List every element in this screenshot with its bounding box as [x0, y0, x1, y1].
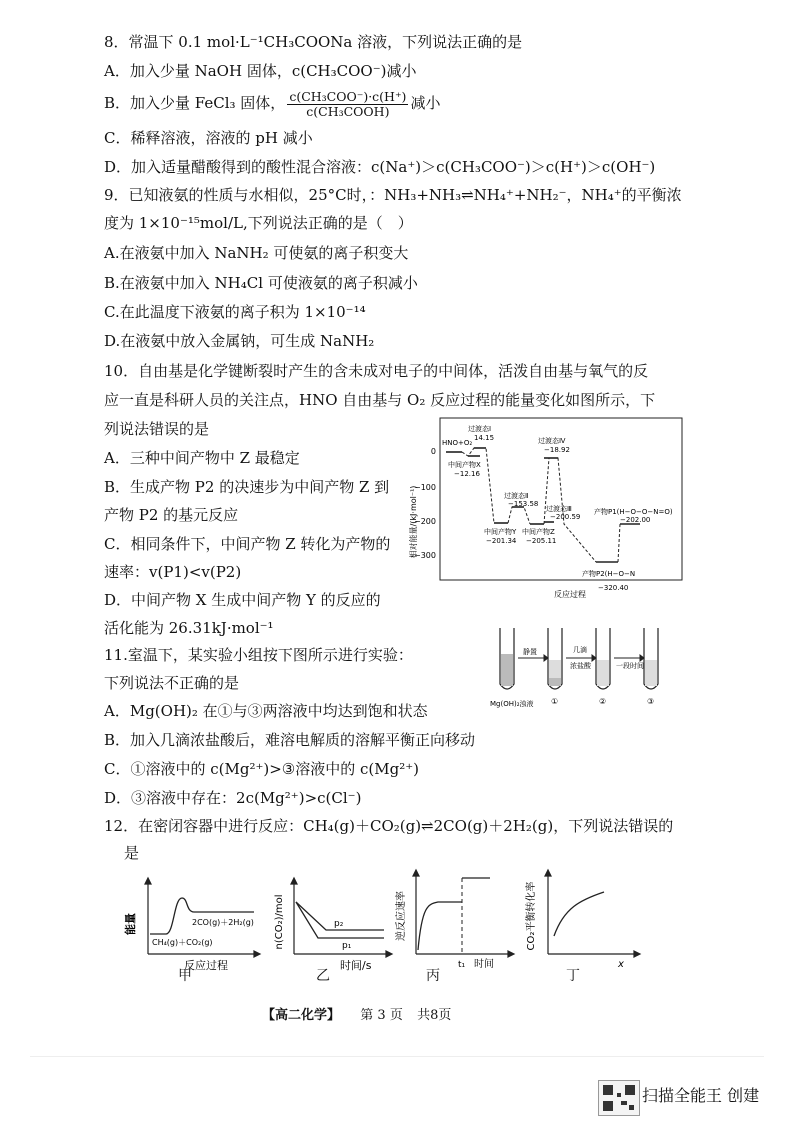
x-axis-arrow — [634, 951, 640, 957]
q12-graph-jia-name: 甲 — [178, 968, 192, 984]
watermark-text: 扫描全能王 创建 — [642, 1086, 760, 1105]
label-ts2: 过渡态Ⅱ — [504, 492, 529, 500]
y-axis-arrow — [291, 878, 297, 884]
q10-option-d-line1: D．中间产物 X 生成中间产物 Y 的反应的 — [104, 591, 381, 609]
value-z: −205.11 — [526, 537, 557, 545]
q11-stem-line1: 11.室温下，某实验小组按下图所示进行实验： — [104, 646, 413, 664]
q12-graph-bing — [394, 866, 518, 976]
label-p2: p₂ — [334, 919, 344, 929]
q9-stem-line1: 9．已知液氨的性质与水相似，25°C时，：NH₃+NH₃⇌NH₄⁺+NH₂⁻，NH₄⁺的平衡浓 — [104, 186, 682, 204]
camscanner-logo — [598, 1080, 640, 1116]
q9-option-c: C.在此温度下液氨的离子积为 1×10⁻¹⁴ — [104, 303, 366, 321]
path-p2-to-p1 — [618, 524, 620, 562]
q12-stem-line2: 是 — [124, 844, 140, 862]
y-axis-label: 逆反应速率 — [396, 891, 407, 941]
label-ts4: 过渡态Ⅳ — [538, 437, 566, 445]
q8-option-b — [104, 87, 440, 119]
x-axis-arrow — [254, 951, 260, 957]
y-tick-100: −100 — [414, 483, 436, 492]
value-y: −201.34 — [486, 537, 517, 545]
y-axis-label: 相对能量/(kJ·mol⁻¹) — [409, 485, 418, 559]
q10-option-b-line2: 产物 P2 的基元反应 — [104, 506, 239, 524]
q12-graph-yi-name: 乙 — [316, 968, 330, 984]
label-z: 中间产物Z — [522, 528, 555, 536]
tube-0-label: Mg(OH)₂浊液 — [490, 700, 534, 708]
value-p1: −202.00 — [620, 516, 651, 524]
x-axis-label: x — [618, 959, 624, 970]
step-2-label: 几滴 — [573, 646, 587, 654]
value-ts1: 14.15 — [474, 434, 495, 442]
q8-option-b-text: B．加入少量 FeCl₃ 固体， — [104, 94, 286, 112]
q11-test-tube-figure — [490, 622, 690, 714]
label-p1: 产物P1(H−O−O−N=O) — [594, 508, 673, 516]
q10-option-c-line2: 速率：v(P1)<v(P2) — [104, 563, 242, 581]
q8-option-b-fraction — [287, 90, 408, 119]
rate-curve — [418, 902, 462, 950]
page-footer — [262, 1004, 451, 1023]
label-ts1: 过渡态Ⅰ — [468, 425, 492, 433]
path-reactant-to-y — [462, 448, 494, 523]
value-ts2: −153.58 — [508, 500, 539, 508]
tube-2-liquid — [597, 660, 609, 686]
y-tick-300: −300 — [414, 551, 436, 560]
q9-option-a: A.在液氨中加入 NaNH₂ 可使氨的离子积变大 — [104, 244, 409, 262]
qr-icon — [599, 1081, 639, 1115]
label-p2: 产物P2(H−O−N — [582, 570, 636, 578]
tube-1-label: ① — [551, 697, 559, 706]
y-axis-arrow — [545, 870, 551, 876]
step-4-label: 一段时间 — [616, 662, 644, 670]
tube-2-label: ② — [599, 697, 607, 706]
q10-option-b-line1: B．生成产物 P2 的决速步为中间产物 Z 到 — [104, 478, 390, 496]
label-y: 中间产物Y — [484, 528, 517, 536]
q12-graph-ding-name: 丁 — [566, 968, 580, 984]
q10-option-c-line1: C．相同条件下，中间产物 Z 转化为产物的 — [104, 535, 391, 553]
label-products: 2CO(g)＋2H₂(g) — [192, 918, 254, 927]
footer-course: 【高二化学】 — [262, 1008, 341, 1023]
x-axis-label: 反应过程 — [554, 590, 586, 599]
q10-stem-line3: 列说法错误的是 — [104, 420, 210, 438]
y-axis-arrow — [145, 878, 151, 884]
footer-total: 共8页 — [417, 1008, 452, 1023]
value-ts4: −18.92 — [544, 446, 570, 454]
label-x: 中间产物X — [448, 461, 481, 469]
step-3-label: 浓盐酸 — [570, 662, 591, 670]
q12-stem-line1: 12．在密闭容器中进行反应：CH₄(g)＋CO₂(g)⇌2CO(g)＋2H₂(g)，下列说法错误的 — [104, 817, 674, 835]
energy-curve — [150, 898, 254, 934]
q11-option-d: D．③溶液中存在：2c(Mg²⁺)>c(Cl⁻) — [104, 789, 362, 807]
tube-0-liquid — [501, 654, 513, 686]
q12-graph-yi — [272, 876, 394, 976]
q10-stem-line2: 应一直是科研人员的关注点，HNO 自由基与 O₂ 反应过程的能量变化如图所示，下 — [104, 391, 656, 409]
y-axis-label: 能量 — [124, 913, 137, 935]
page-divider — [30, 1056, 764, 1057]
q11-stem-line2: 下列说法不正确的是 — [104, 674, 240, 692]
q8-option-b-tail: 减小 — [410, 94, 441, 112]
value-p2: −320.40 — [598, 584, 629, 592]
path-y-to-z — [508, 507, 530, 524]
y-axis-label: n(CO₂)/mol — [274, 894, 285, 950]
q8-option-c: C．稀释溶液，溶液的 pH 减小 — [104, 129, 313, 147]
fraction-numerator: c(CH₃COO⁻)·c(H⁺) — [289, 88, 407, 104]
footer-page: 第 3 页 — [360, 1008, 403, 1023]
value-x: −12.16 — [454, 470, 480, 478]
tube-3-liquid — [645, 660, 657, 686]
label-reactant: HNO+O₂ — [442, 439, 473, 447]
x-axis-label: 时间/s — [340, 959, 372, 972]
q9-stem-line2: 度为 1×10⁻¹⁵mol/L,下列说法正确的是（ ） — [104, 214, 413, 232]
conversion-curve — [554, 892, 604, 936]
x-axis-arrow — [386, 951, 392, 957]
q8-stem: 8．常温下 0.1 mol·L⁻¹CH₃COONa 溶液，下列说法正确的是 — [104, 33, 523, 51]
q10-option-d-line2: 活化能为 26.31kJ·mol⁻¹ — [104, 619, 274, 637]
x-axis-label: 时间 — [474, 959, 494, 970]
label-ts3: 过渡态Ⅲ — [546, 505, 572, 513]
q8-option-d: D．加入适量醋酸得到的酸性混合溶液：c(Na⁺)＞c(CH₃COO⁻)＞c(H⁺)＞c(OH⁻) — [104, 158, 656, 176]
q9-option-b: B.在液氨中加入 NH₄Cl 可使液氨的离子积减小 — [104, 274, 418, 292]
tube-1-sediment — [549, 678, 561, 686]
y-tick-0: 0 — [430, 447, 436, 456]
tube-3-label: ③ — [647, 697, 655, 706]
label-reactants: CH₄(g)＋CO₂(g) — [152, 938, 213, 947]
q12-graph-bing-name: 丙 — [426, 968, 440, 984]
y-axis-arrow — [413, 870, 419, 876]
label-p1: p₁ — [342, 941, 352, 951]
q11-option-b: B．加入几滴浓盐酸后，难溶电解质的溶解平衡正向移动 — [104, 731, 476, 749]
q10-option-a: A．三种中间产物中 Z 最稳定 — [104, 449, 300, 467]
q9-option-d: D.在液氨中放入金属钠，可生成 NaNH₂ — [104, 332, 375, 350]
step-1-label: 静置 — [523, 648, 537, 656]
x-axis-arrow — [508, 951, 514, 957]
q10-energy-diagram — [404, 412, 690, 602]
label-t1: t₁ — [458, 960, 466, 970]
x-axis-label: 反应过程 — [184, 959, 228, 972]
fraction-denominator: c(CH₃COOH) — [306, 103, 390, 119]
q8-option-a: A．加入少量 NaOH 固体，c(CH₃COO⁻)减小 — [104, 62, 417, 80]
y-axis-label: CO₂平衡转化率 — [526, 881, 537, 951]
q12-graph-ding — [524, 866, 644, 976]
q12-graph-jia — [124, 876, 266, 976]
q11-option-c: C．①溶液中的 c(Mg²⁺)>③溶液中的 c(Mg²⁺) — [104, 760, 420, 778]
y-tick-200: −200 — [414, 517, 436, 526]
q11-option-a: A．Mg(OH)₂ 在①与③两溶液中均达到饱和状态 — [104, 702, 428, 720]
value-ts3: −200.59 — [550, 513, 581, 521]
q10-stem-line1: 10．自由基是化学键断裂时产生的含未成对电子的中间体，活泼自由基与氧气的反 — [104, 362, 649, 380]
